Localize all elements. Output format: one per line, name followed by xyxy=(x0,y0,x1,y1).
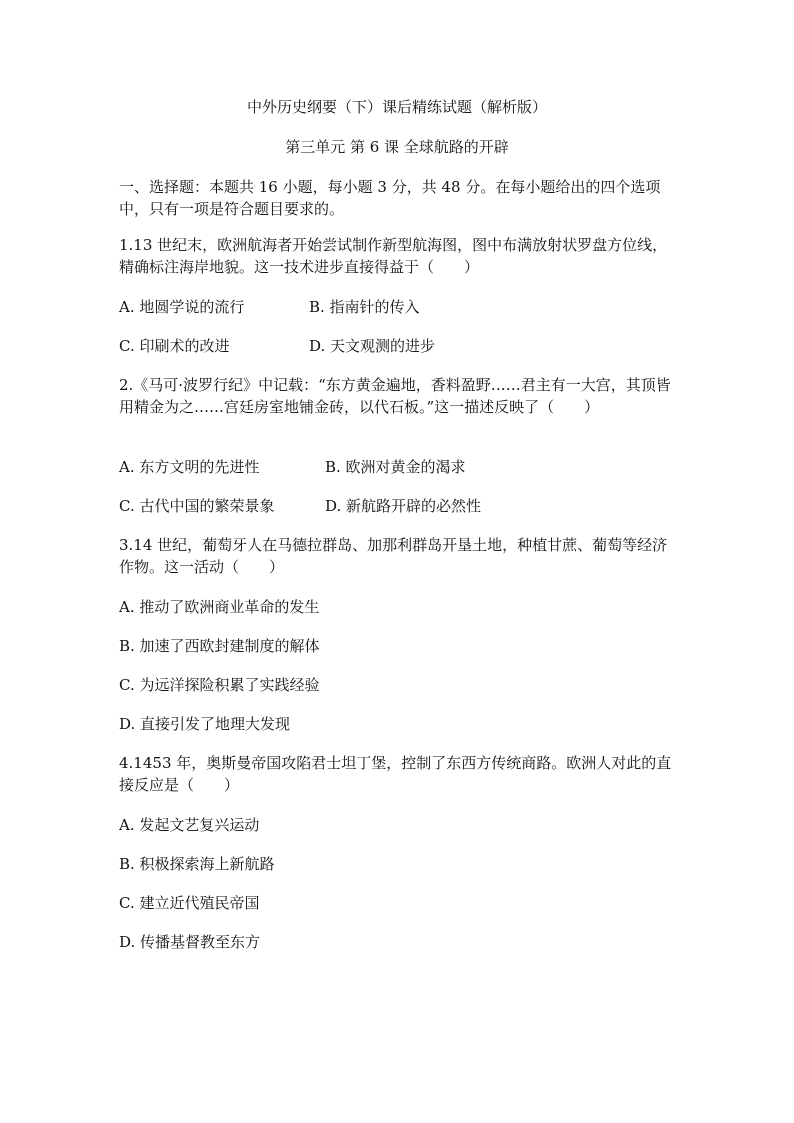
question-3-option-d-text: D. 直接引发了地理大发现 xyxy=(119,715,291,733)
lesson-subtitle: 第三单元 第 6 课 全球航路的开辟 xyxy=(285,138,509,156)
question-4-option-d-text: D. 传播基督教至东方 xyxy=(119,933,261,951)
question-3-option-c-text: C. 为远洋探险积累了实践经验 xyxy=(119,676,320,694)
question-1-option-d: D. 天文观测的进步 xyxy=(309,337,436,355)
question-2-option-c: C. 古代中国的繁荣景象 xyxy=(119,497,275,515)
question-3-option-a-text: A. 推动了欧洲商业革命的发生 xyxy=(119,598,320,616)
question-3-stem: 3.14 世纪，葡萄牙人在马德拉群岛、加那利群岛开垦土地，种植甘蔗、葡萄等经济作物。这一活动（ ） xyxy=(119,536,668,576)
question-2-option-a: A. 东方文明的先进性 xyxy=(119,458,260,476)
question-3-option-b-text: B. 加速了西欧封建制度的解体 xyxy=(119,637,320,655)
section-heading: 一、选择题：本题共 16 小题，每小题 3 分，共 48 分。在每小题给出的四个选项中，只有一项是符合题目要求的。 xyxy=(119,178,661,218)
question-4-stem: 4.1453 年，奥斯曼帝国攻陷君士坦丁堡，控制了东西方传统商路。欧洲人对此的直接反应是（ ） xyxy=(119,754,672,794)
document-title: 中外历史纲要（下）课后精练试题（解析版） xyxy=(246,98,547,116)
question-4-option-a-text: A. 发起文艺复兴运动 xyxy=(119,816,260,834)
question-2-option-b: B. 欧洲对黄金的渴求 xyxy=(325,458,466,476)
question-2-stem: 2.《马可·波罗行纪》中记载：“东方黄金遍地，香料盈野……君主有一大宫，其顶皆用精金为之……宫廷房室地铺金砖，以代石板。”这一描述反映了（ ） xyxy=(119,376,671,416)
question-1-option-a: A. 地圆学说的流行 xyxy=(119,298,245,316)
question-2-option-d: D. 新航路开辟的必然性 xyxy=(325,497,482,515)
question-4-option-b-text: B. 积极探索海上新航路 xyxy=(119,855,275,873)
question-1-option-b: B. 指南针的传入 xyxy=(309,298,420,316)
question-1-stem: 1.13 世纪末，欧洲航海者开始尝试制作新型航海图，图中布满放射状罗盘方位线，精确标注海岸地貌。这一技术进步直接得益于（ ） xyxy=(119,236,668,276)
question-4-option-c-text: C. 建立近代殖民帝国 xyxy=(119,894,260,912)
question-1-option-c: C. 印刷术的改进 xyxy=(119,337,230,355)
